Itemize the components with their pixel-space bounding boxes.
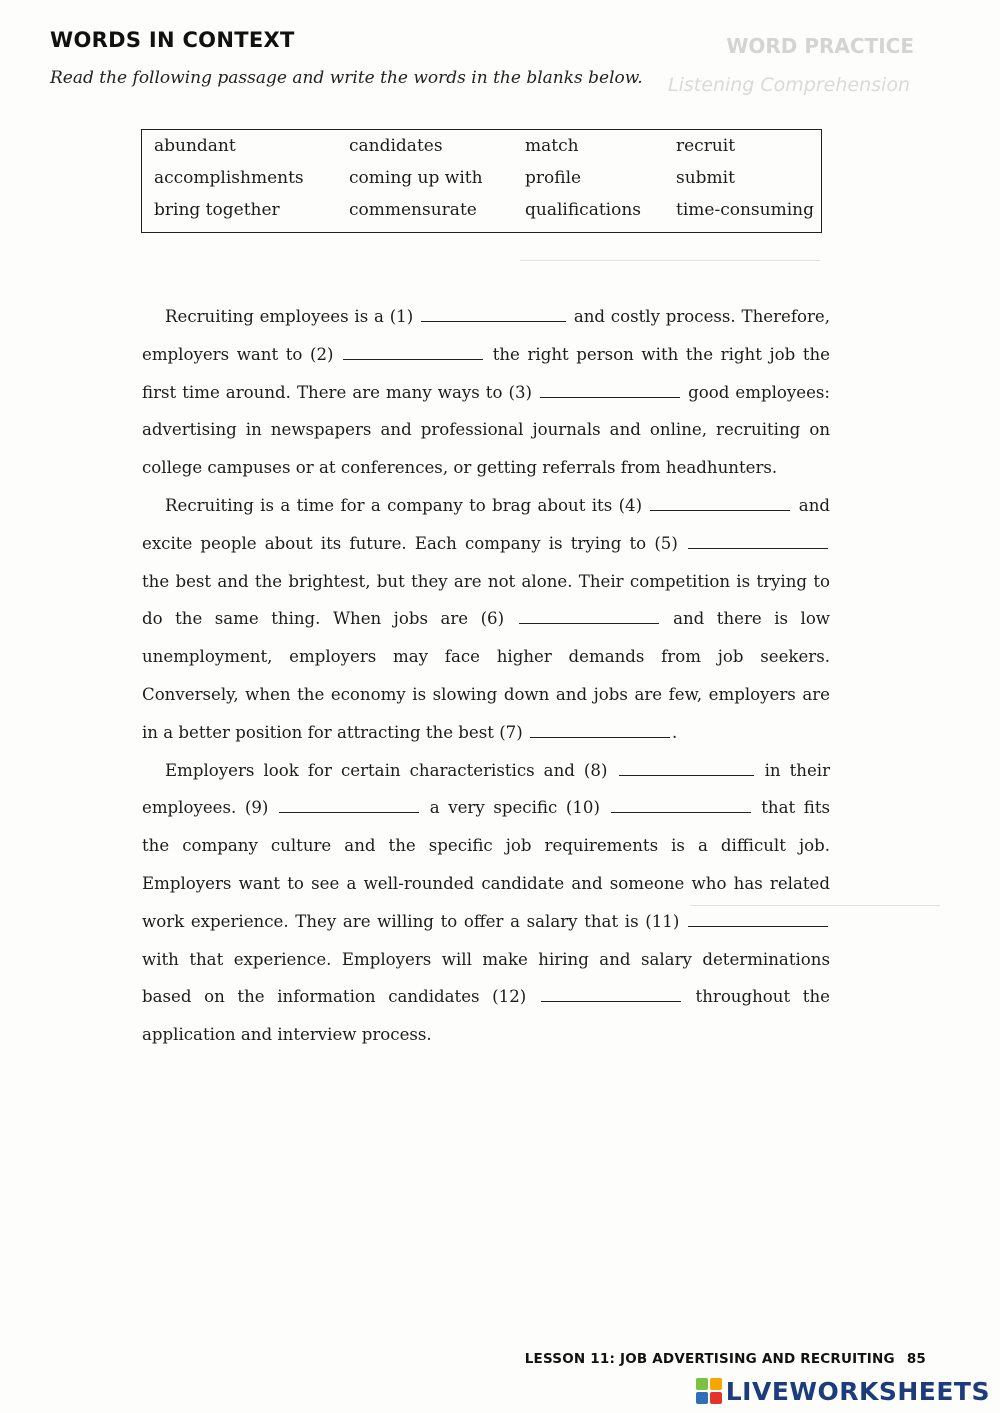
word-bank-item: recruit bbox=[676, 136, 736, 156]
answer-blank-11[interactable] bbox=[688, 912, 828, 927]
passage bbox=[142, 298, 830, 1054]
bleed-through-title: WORD PRACTICE bbox=[726, 34, 914, 58]
word-bank bbox=[141, 129, 822, 233]
answer-blank-12[interactable] bbox=[541, 987, 681, 1002]
paragraph-1: Recruiting employees is a (1) and costly process. Therefore, employers want to (2) the right person with the right job the first time around. There are many ways to (3) good employees: advertising in newspapers and professional journals and online, recruiting on college campuses or at conferences, or getting referrals from headhunters. bbox=[142, 307, 831, 478]
word-bank-item: profile bbox=[525, 168, 582, 188]
answer-blank-1[interactable] bbox=[421, 307, 566, 322]
bleed-through-line bbox=[520, 260, 820, 261]
word-bank-item: bring together bbox=[154, 200, 280, 220]
section-title: WORDS IN CONTEXT bbox=[50, 28, 295, 52]
logo-square bbox=[696, 1378, 708, 1390]
word-bank-item: time-consuming bbox=[676, 200, 814, 220]
paragraph-2: Recruiting is a time for a company to brag about its (4) and excite people about its future. Each company is trying to (5) the best and the brightest, but they are not alone. Their competition is trying to do the same thing. When jobs are (6) and there is low unemployment, employers may face higher demands from job seekers. Conversely, when the economy is slowing down and jobs are few, employers are in a better position for attracting the best (7) . bbox=[142, 495, 831, 742]
logo-square bbox=[696, 1392, 708, 1404]
answer-blank-4[interactable] bbox=[650, 496, 790, 511]
answer-blank-5[interactable] bbox=[688, 534, 828, 549]
answer-blank-2[interactable] bbox=[343, 345, 483, 360]
word-bank-item: coming up with bbox=[349, 168, 483, 188]
word-bank-item: accomplishments bbox=[154, 168, 304, 188]
answer-blank-6[interactable] bbox=[519, 609, 659, 624]
answer-blank-9[interactable] bbox=[279, 798, 419, 813]
word-bank-item: abundant bbox=[154, 136, 236, 156]
answer-blank-7[interactable] bbox=[530, 723, 670, 738]
word-bank-item: commensurate bbox=[349, 200, 477, 220]
instructions: Read the following passage and write the words in the blanks below. bbox=[50, 68, 643, 88]
word-bank-item: candidates bbox=[349, 136, 443, 156]
logo-square bbox=[710, 1392, 722, 1404]
lesson-title: LESSON 11: JOB ADVERTISING AND RECRUITING bbox=[524, 1351, 895, 1367]
liveworksheets-brand bbox=[696, 1376, 990, 1406]
logo-square bbox=[710, 1378, 722, 1390]
paragraph-3: Employers look for certain characteristics and (8) in their employees. (9) a very specific (10) that fits the company culture and the specific job requirements is a difficult job. Employers want to see a well-rounded candidate and someone who has related work experience. They are willing to offer a salary that is (11) with that experience. Employers will make hiring and salary determinations based on the information candidates (12) throughout the application and interview process. bbox=[142, 760, 831, 1045]
word-bank-item: match bbox=[525, 136, 579, 156]
answer-blank-3[interactable] bbox=[540, 383, 680, 398]
page-number: 85 bbox=[906, 1351, 926, 1367]
answer-blank-10[interactable] bbox=[611, 798, 751, 813]
word-bank-item: qualifications bbox=[525, 200, 642, 220]
brand-name: LIVEWORKSHEETS bbox=[725, 1376, 990, 1406]
page-footer bbox=[525, 1351, 926, 1367]
answer-blank-8[interactable] bbox=[619, 761, 754, 776]
bleed-through-subtitle: Listening Comprehension bbox=[668, 74, 910, 96]
liveworksheets-logo-icon bbox=[696, 1378, 722, 1404]
word-bank-item: submit bbox=[676, 168, 735, 188]
